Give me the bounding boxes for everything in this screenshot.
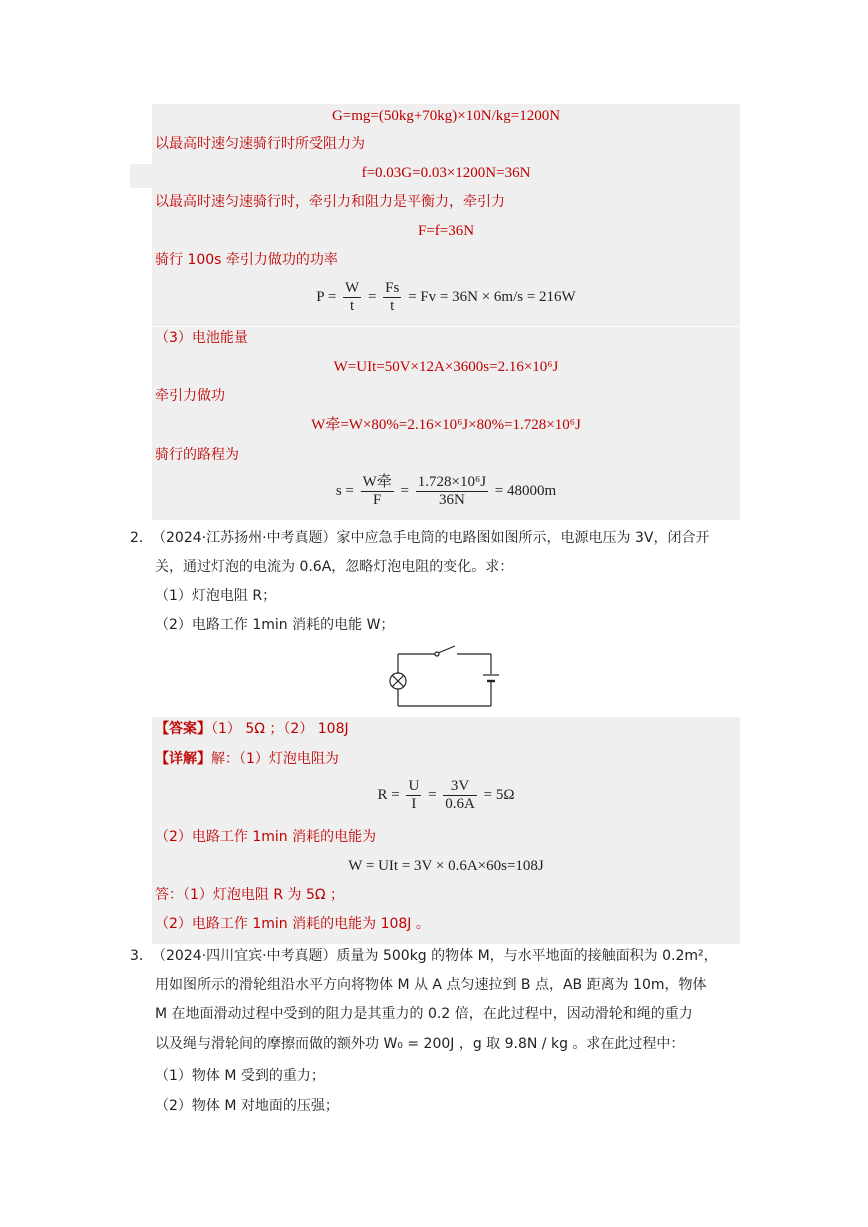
equation-friction: f=0.03G=0.03×1200N=36N: [361, 165, 531, 181]
final-answer-1: 答：（1）灯泡电阻 R 为 5Ω ；: [155, 887, 345, 903]
equation-resistance: R = $\frac{U}{I}$ = $\frac{3V}{0.6A}$ = 5Ω: [377, 778, 515, 812]
detail-tag: 【详解】: [155, 751, 211, 767]
text-distance-intro: 骑行的路程为: [155, 447, 239, 463]
text-resistance-intro: 以最高时速匀速骑行时所受阻力为: [155, 136, 365, 152]
detail-text: 解：（1）灯泡电阻为: [211, 751, 339, 767]
final-answer-2: （2）电路工作 1min 消耗的电能为 108J 。: [155, 916, 430, 932]
question-3-line-4: 以及绳与滑轮间的摩擦而做的额外功 W₀ = 200J ，g 取 9.8N / kg 。求在此过程中：: [155, 1036, 685, 1052]
answer-tag: 【答案】: [155, 721, 211, 737]
equation-traction-work: W牵=W×80%=2.16×10⁶J×80%=1.728×10⁶J: [311, 417, 581, 433]
question-number-2: 2．: [130, 530, 153, 546]
equation-power: P = $\frac{W}{t}$ = $\frac{Fs}{t}$ = Fv = 36N × 6m/s = 216W: [316, 280, 576, 314]
equation-distance: s = $\frac{\text{W牵}}{F}$ = $\frac{\text{1.728×10⁶J}}{36N}$ = 48000m: [335, 474, 557, 508]
text-power-intro: 骑行 100s 牵引力做功的功率: [155, 252, 338, 268]
detail-line-2: （2）电路工作 1min 消耗的电能为: [155, 829, 377, 845]
solution-shade-1b: [130, 164, 152, 188]
answer-text: （1） 5Ω ；（2） 108J: [211, 721, 349, 737]
question-2-sub-2: （2）电路工作 1min 消耗的电能 W；: [155, 617, 395, 633]
equation-traction: F=f=36N: [417, 223, 475, 239]
text-balance-force: 以最高时速匀速骑行时，牵引力和阻力是平衡力，牵引力: [155, 194, 505, 210]
question-number-3: 3．: [130, 948, 153, 964]
question-2-line-2: 关，通过灯泡的电流为 0.6A，忽略灯泡电阻的变化。求：: [155, 559, 514, 575]
equation-energy: W = UIt = 3V × 0.6A×60s=108J: [348, 858, 544, 874]
answer-line: [155, 719, 349, 739]
question-2-sub-1: （1）灯泡电阻 R；: [155, 588, 277, 604]
equation-battery: W=UIt=50V×12A×3600s=2.16×10⁶J: [333, 359, 559, 375]
question-3-sub-1: （1）物体 M 受到的重力；: [155, 1068, 325, 1084]
question-2-line-1: （2024·江苏扬州·中考真题）家中应急手电筒的电路图如图所示，电源电压为 3V，闭合开: [152, 530, 710, 546]
switch-lever-icon: [438, 646, 455, 653]
text-traction-work: 牵引力做功: [155, 388, 225, 404]
question-3-sub-2: （2）物体 M 对地面的压强；: [155, 1098, 339, 1114]
circuit-diagram: [385, 645, 500, 711]
question-3-line-2: 用如图所示的滑轮组沿水平方向将物体 M 从 A 点匀速拉到 B 点，AB 距离为 10m，物体: [155, 977, 707, 993]
text-battery-energy: （3）电池能量: [155, 330, 248, 346]
detail-line: [155, 749, 339, 769]
question-3-line-1: （2024·四川宜宾·中考真题）质量为 500kg 的物体 M，与水平地面的接触面积为 0.2m²，: [152, 948, 718, 964]
equation-gravity: G=mg=(50kg+70kg)×10N/kg=1200N: [331, 108, 561, 124]
question-3-line-3: M 在地面滑动过程中受到的阻力是其重力的 0.2 倍，在此过程中，因动滑轮和绳的重力: [155, 1006, 693, 1022]
